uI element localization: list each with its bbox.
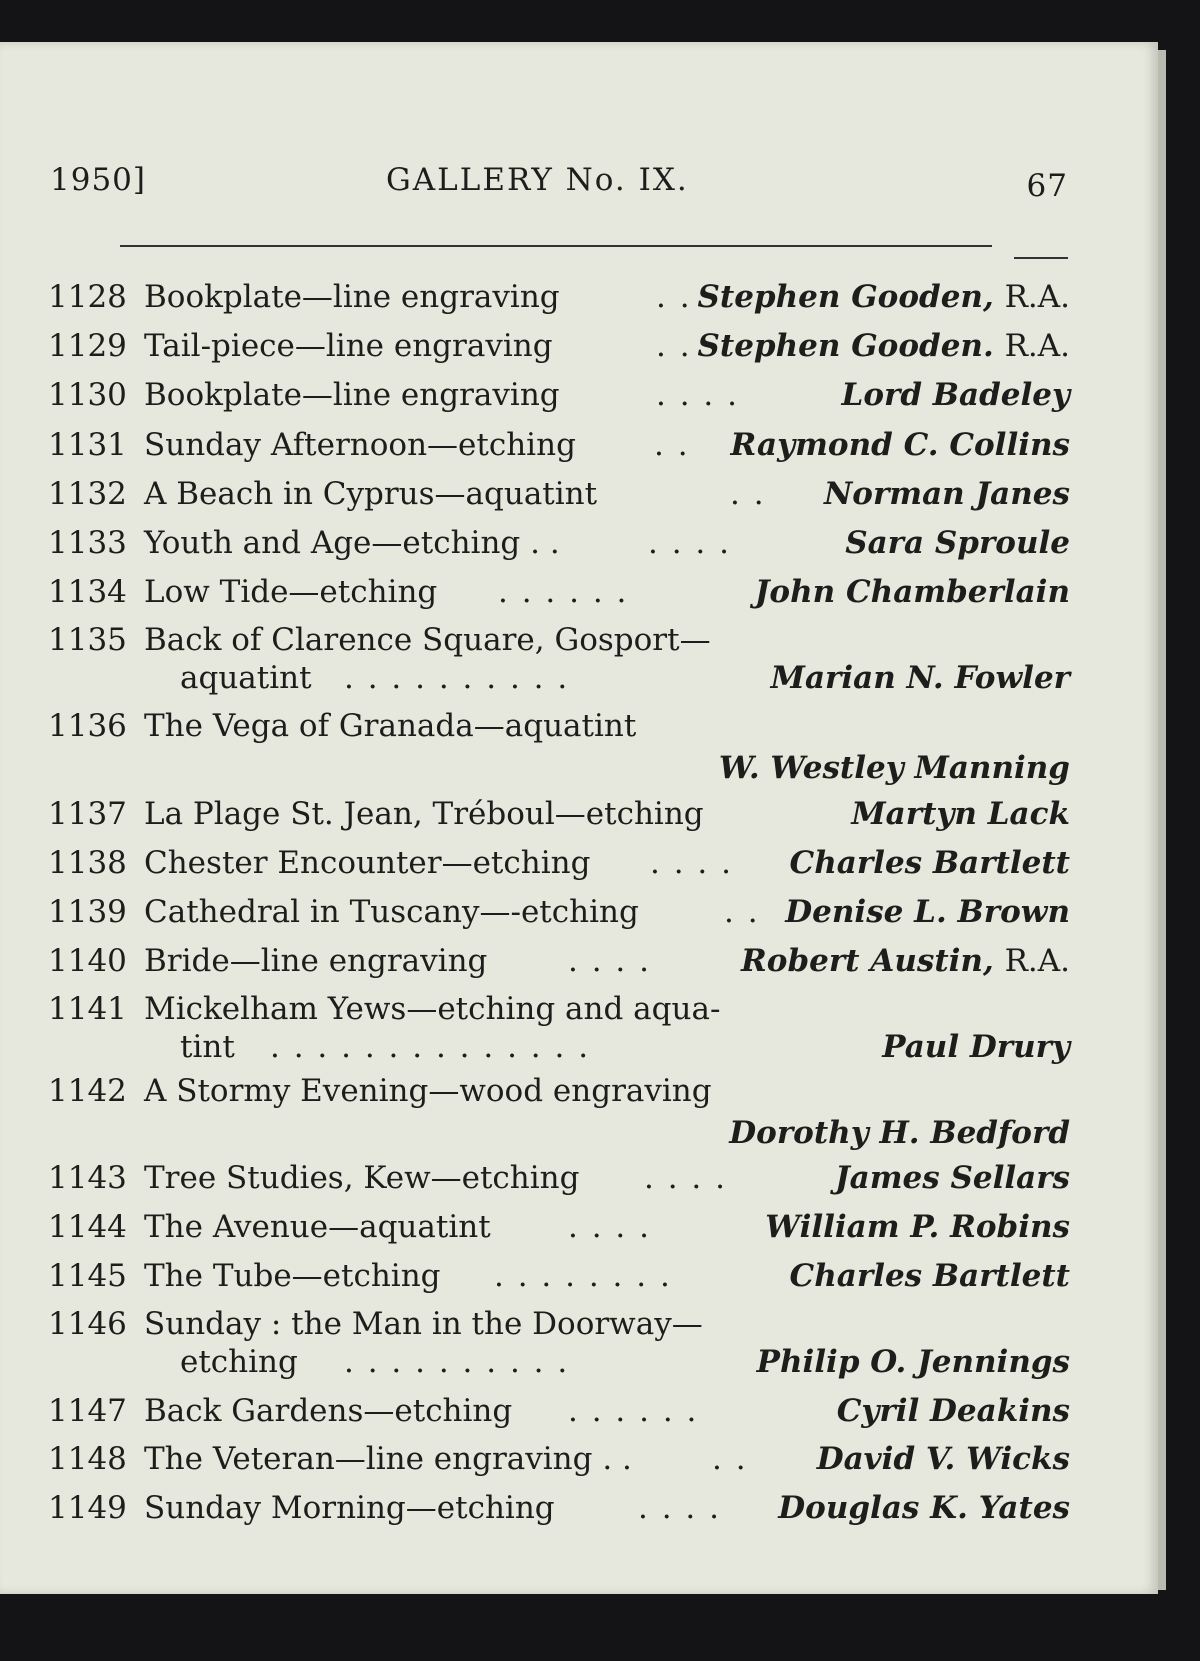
entry-title: Youth and Age—etching . . [144,525,560,561]
leader-dots: . . [654,427,690,463]
entry-title: Low Tide—etching [144,574,438,610]
catalogue-entry [48,938,1070,984]
entry-number: 1139 [48,894,127,930]
entry-number: 1145 [48,1258,127,1294]
page-header [50,154,1070,204]
leader-dots: . . . . [568,1209,651,1245]
leader-dots: . . . . . . . . . . [344,1344,570,1380]
leader-dots: . . . . . . [498,574,629,610]
entry-number: 1134 [48,574,127,610]
entry-artist: Cyril Deakins [836,1393,1070,1429]
leader-dots: . . [656,279,692,315]
entry-title: The Tube—etching [144,1258,441,1294]
catalogue-entry [48,323,1070,369]
entry-artist: Sara Sproule [845,525,1070,561]
entry-number: 1130 [48,377,127,413]
leader-dots: . . . . [656,377,739,413]
entry-artist: James Sellars [834,1160,1070,1196]
catalogue-entry [48,1485,1070,1531]
leader-dots: . . . . . . . . . . . . . . [270,1029,591,1065]
entry-artist: W. Westley Manning [718,750,1070,786]
entry-title: The Vega of Granada—aquatint [144,708,637,744]
entry-number: 1146 [48,1306,127,1342]
entry-title-continued: tint [180,1029,235,1065]
catalogue-entry [48,569,1070,615]
entry-title: Back of Clarence Square, Gosport— [144,622,711,658]
entry-number: 1142 [48,1073,127,1109]
entry-title: La Plage St. Jean, Tréboul—etching [144,796,704,832]
catalogue-entry [48,1068,1070,1114]
leader-dots: . . . . [644,1160,727,1196]
entry-title: Cathedral in Tuscany—-etching [144,894,639,930]
leader-dots: . . . . [648,525,731,561]
entry-number: 1140 [48,943,127,979]
catalogue-entry [48,1253,1070,1299]
leader-dots: . . [724,894,760,930]
entry-artist: Charles Bartlett [789,1258,1070,1294]
page-edge [1158,50,1166,1590]
leader-dots: . . [712,1441,748,1477]
entry-number: 1144 [48,1209,127,1245]
leader-dots: . . . . . . [568,1393,699,1429]
catalogue-entry [48,1388,1070,1434]
entry-number: 1137 [48,796,127,832]
catalogue-entry [48,422,1070,468]
catalogue-entry [48,791,1070,837]
catalogue-page [0,42,1158,1594]
entry-artist: Dorothy H. Bedford [729,1115,1070,1151]
page-number-rule [1014,257,1068,259]
leader-dots: . . [730,476,766,512]
entry-number: 1128 [48,279,127,315]
catalogue-entry [48,1436,1070,1482]
entry-title: Back Gardens—etching [144,1393,513,1429]
entry-artist: Norman Janes [823,476,1070,512]
page-number: 67 [1026,168,1068,204]
entry-artist: Marian N. Fowler [770,660,1070,696]
entry-number: 1138 [48,845,127,881]
entry-title: Sunday : the Man in the Doorway— [144,1306,703,1342]
entry-artist: John Chamberlain [754,574,1070,610]
entry-artist: Robert Austin, R.A. [741,943,1070,979]
entry-artist: Philip O. Jennings [756,1344,1070,1380]
leader-dots: . . . . . . . . [494,1258,672,1294]
header-rule [120,245,992,247]
entry-title: Chester Encounter—etching [144,845,591,881]
entry-artist: Charles Bartlett [789,845,1070,881]
leader-dots: . . . . . . . . . . [344,660,570,696]
catalogue-entry [48,1204,1070,1250]
leader-dots: . . . . [650,845,733,881]
entry-artist: Denise L. Brown [785,894,1070,930]
leader-dots: . . . . [638,1490,721,1526]
catalogue-entry-continuation [48,745,1070,791]
entry-artist: Stephen Gooden. R.A. [697,328,1070,364]
entry-title: A Stormy Evening—wood engraving [144,1073,712,1109]
entry-number: 1149 [48,1490,127,1526]
entry-artist: David V. Wicks [816,1441,1070,1477]
entry-artist: Martyn Lack [851,796,1070,832]
catalogue-entry-continuation [48,655,1070,701]
entry-number: 1129 [48,328,127,364]
header-year: 1950] [50,162,146,198]
entry-artist: Lord Badeley [841,377,1070,413]
catalogue-entry-continuation [48,1339,1070,1385]
entry-number: 1131 [48,427,127,463]
entry-title: The Avenue—aquatint [144,1209,491,1245]
leader-dots: . . [656,328,692,364]
entry-title: Bookplate—line engraving [144,377,560,413]
catalogue-entry [48,703,1070,749]
entry-title: Sunday Morning—etching [144,1490,555,1526]
entry-number: 1147 [48,1393,127,1429]
catalogue-entry [48,1155,1070,1201]
catalogue-entry [48,471,1070,517]
catalogue-entry-continuation [48,1110,1070,1156]
entry-title: Tail-piece—line engraving [144,328,553,364]
entry-title-continued: aquatint [180,660,312,696]
catalogue-entry [48,520,1070,566]
leader-dots: . . . . [568,943,651,979]
catalogue-entry [48,840,1070,886]
entry-title: Bookplate—line engraving [144,279,560,315]
catalogue-entry [48,372,1070,418]
entry-title: Bride—line engraving [144,943,488,979]
entry-number: 1136 [48,708,127,744]
catalogue-entry [48,889,1070,935]
catalogue-entry-continuation [48,1024,1070,1070]
entry-artist: Paul Drury [882,1029,1070,1065]
entry-artist: Douglas K. Yates [778,1490,1070,1526]
entry-title: Mickelham Yews—etching and aqua- [144,991,721,1027]
entry-title: The Veteran—line engraving . . [144,1441,632,1477]
entry-artist: William P. Robins [765,1209,1070,1245]
entry-number: 1135 [48,622,127,658]
entry-number: 1143 [48,1160,127,1196]
catalogue-entry [48,274,1070,320]
header-title: GALLERY No. IX. [386,162,689,198]
entry-number: 1148 [48,1441,127,1477]
entry-number: 1133 [48,525,127,561]
entry-title: Tree Studies, Kew—etching [144,1160,580,1196]
entry-number: 1141 [48,991,127,1027]
entry-title: Sunday Afternoon—etching [144,427,576,463]
entry-artist: Raymond C. Collins [730,427,1070,463]
entry-number: 1132 [48,476,127,512]
entry-title: A Beach in Cyprus—aquatint [144,476,598,512]
entry-artist: Stephen Gooden, R.A. [697,279,1070,315]
entry-title-continued: etching [180,1344,298,1380]
